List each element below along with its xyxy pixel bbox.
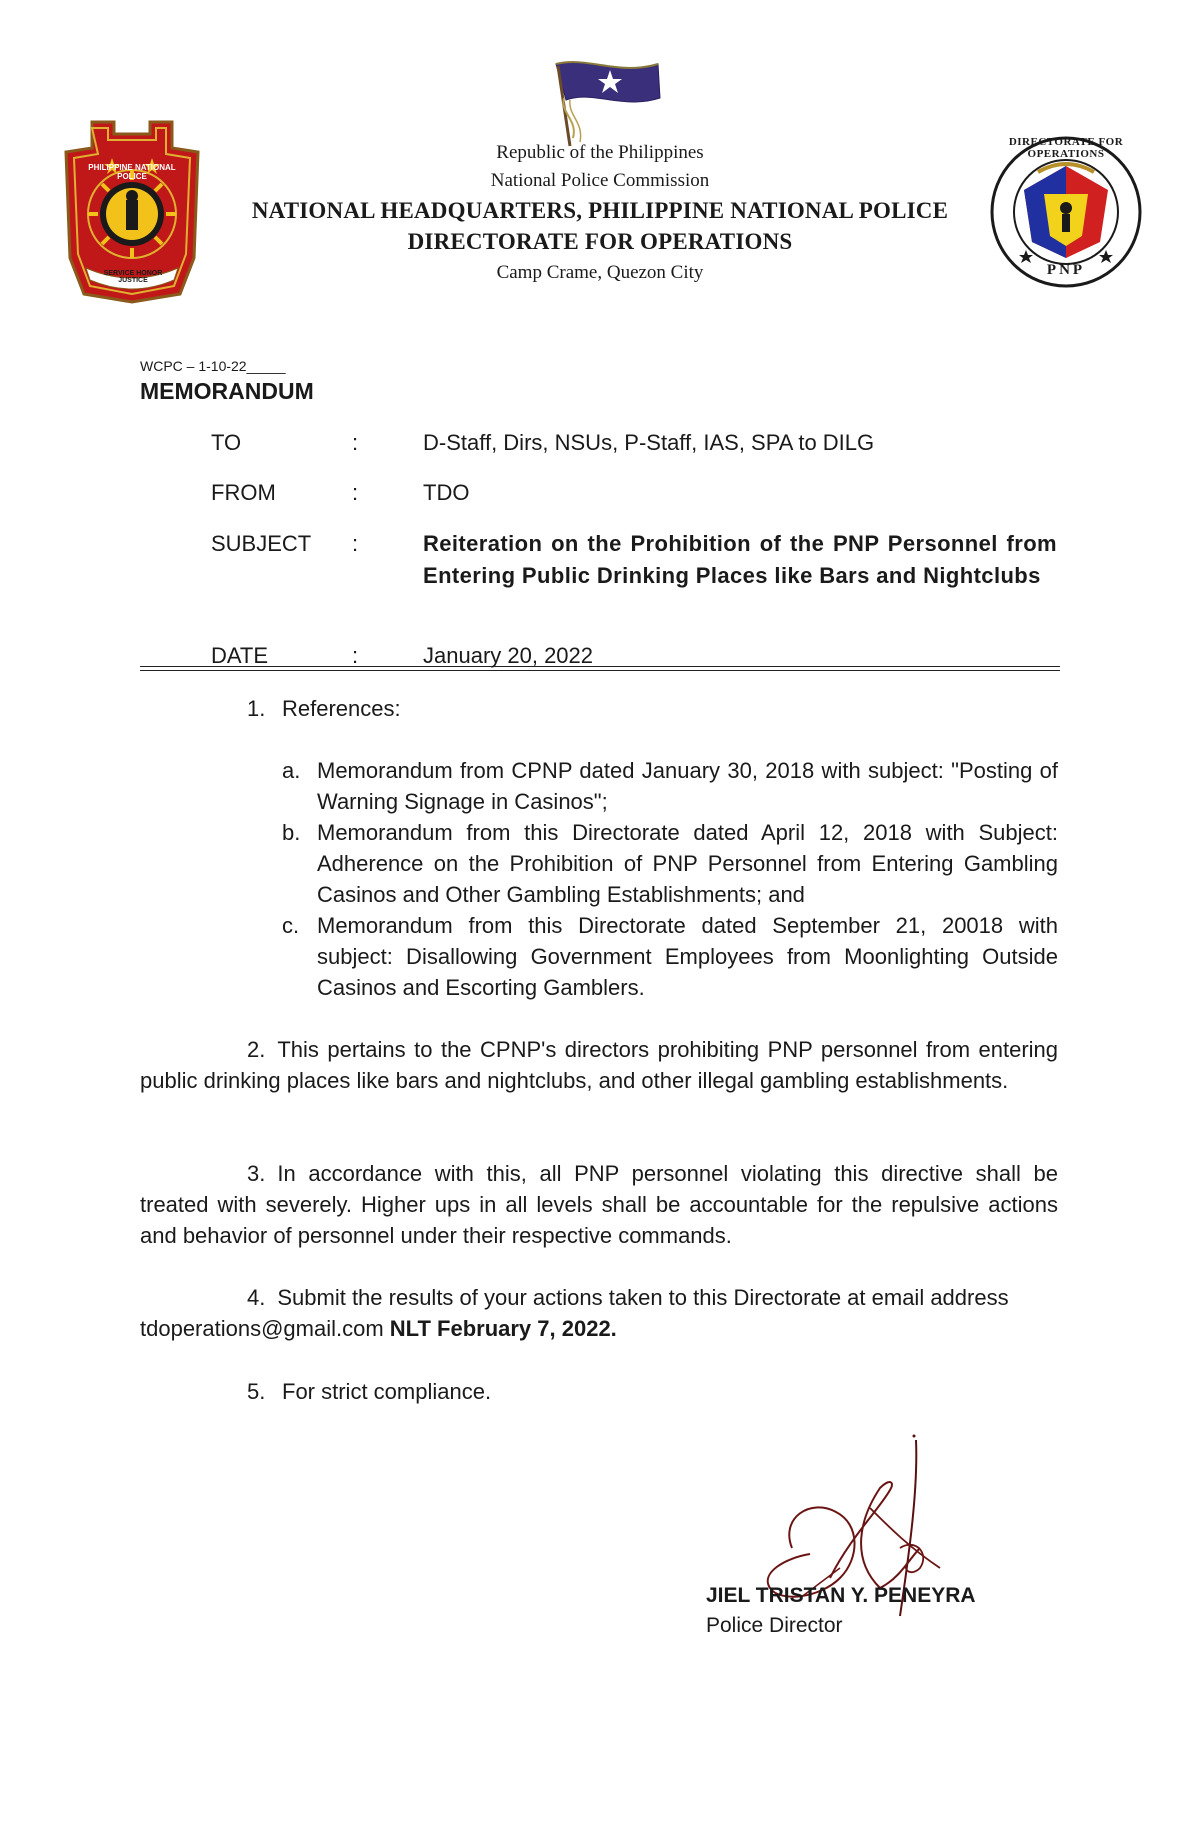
- p4-deadline: NLT February 7, 2022.: [389, 1316, 617, 1341]
- date-divider-line-2: [140, 670, 1060, 671]
- from-colon: :: [352, 480, 359, 505]
- to-value: D-Staff, Dirs, NSUs, P-Staff, IAS, SPA to DILG: [423, 430, 875, 455]
- date-divider-line: [140, 666, 1060, 667]
- ref-a-letter: a.: [282, 758, 301, 783]
- from-value: TDO: [423, 480, 470, 505]
- subject-label: SUBJECT: [211, 531, 312, 556]
- p1-text: References:: [282, 696, 401, 721]
- p3-block: [140, 1158, 1058, 1251]
- date-colon: :: [352, 643, 359, 668]
- p4-number: 4.: [247, 1285, 266, 1310]
- header-republic: Republic of the Philippines: [496, 142, 704, 163]
- p5-number: 5.: [247, 1379, 266, 1404]
- p1-number: 1.: [247, 696, 266, 721]
- p5-text: For strict compliance.: [282, 1379, 492, 1404]
- header-nhq: NATIONAL HEADQUARTERS, PHILIPPINE NATIONAL POLICE: [251, 198, 949, 223]
- p3-text: In accordance with this, all PNP personnel violating this directive shall be treated with severely. Higher ups in all levels shall be accountable for the repulsive actions and behavior of personnel under their respective commands.: [140, 1161, 1058, 1248]
- subject-value: Reiteration on the Prohibition of the PNP Personnel from Entering Public Drinking Places like Bars and Nightclubs: [423, 531, 1057, 588]
- ref-c-text: Memorandum from this Directorate dated September 21, 20018 with subject: Disallowing Government Employees from Moonlighting Outside Casinos and Escorting Gamblers.: [317, 913, 1058, 1000]
- right-seal-ring-text: DIRECTORATE FOR OPERATIONS: [1008, 136, 1124, 160]
- from-label: FROM: [211, 480, 276, 505]
- memo-title: MEMORANDUM: [140, 378, 314, 404]
- p2-block: [140, 1034, 1058, 1096]
- left-seal-ring-text: PHILIPPINE NATIONAL POLICE: [88, 163, 176, 181]
- p4-block: [140, 1282, 1058, 1344]
- right-seal-bottom-text: PNP: [1046, 262, 1086, 278]
- signatory-name: JIEL TRISTAN Y. PENEYRA: [706, 1584, 976, 1607]
- left-seal-motto: SERVICE HONOR JUSTICE: [103, 270, 163, 284]
- p2-text: This pertains to the CPNP's directors prohibiting PNP personnel from entering public drinking places like bars and nightclubs, and other illegal gambling establishments.: [140, 1037, 1058, 1093]
- date-value: January 20, 2022: [423, 643, 594, 668]
- p4-text: Submit the results of your actions taken to this Directorate at email address tdoperations@gmail.com: [140, 1285, 1009, 1341]
- ref-b-letter: b.: [282, 820, 301, 845]
- memo-ref-number: WCPC – 1-10-22_____: [140, 358, 286, 374]
- p2-number: 2.: [247, 1037, 266, 1062]
- date-label: DATE: [211, 643, 269, 668]
- to-colon: :: [352, 430, 359, 455]
- header-location: Camp Crame, Quezon City: [496, 262, 704, 283]
- header-napolcom: National Police Commission: [490, 170, 710, 191]
- to-label: TO: [211, 430, 242, 455]
- ref-b-text: Memorandum from this Directorate dated April 12, 2018 with Subject: Adherence on the Prohibition of PNP Personnel from Entering Gambling Casinos and Other Gambling Establishments; and: [317, 820, 1058, 907]
- ref-c-letter: c.: [282, 913, 300, 938]
- ref-a-text: Memorandum from CPNP dated January 30, 2018 with subject: "Posting of Warning Signage in Casinos";: [317, 758, 1058, 814]
- header-directorate: DIRECTORATE FOR OPERATIONS: [407, 229, 793, 254]
- signatory-title: Police Director: [706, 1614, 843, 1637]
- p3-number: 3.: [247, 1161, 266, 1186]
- subject-colon: :: [352, 531, 359, 556]
